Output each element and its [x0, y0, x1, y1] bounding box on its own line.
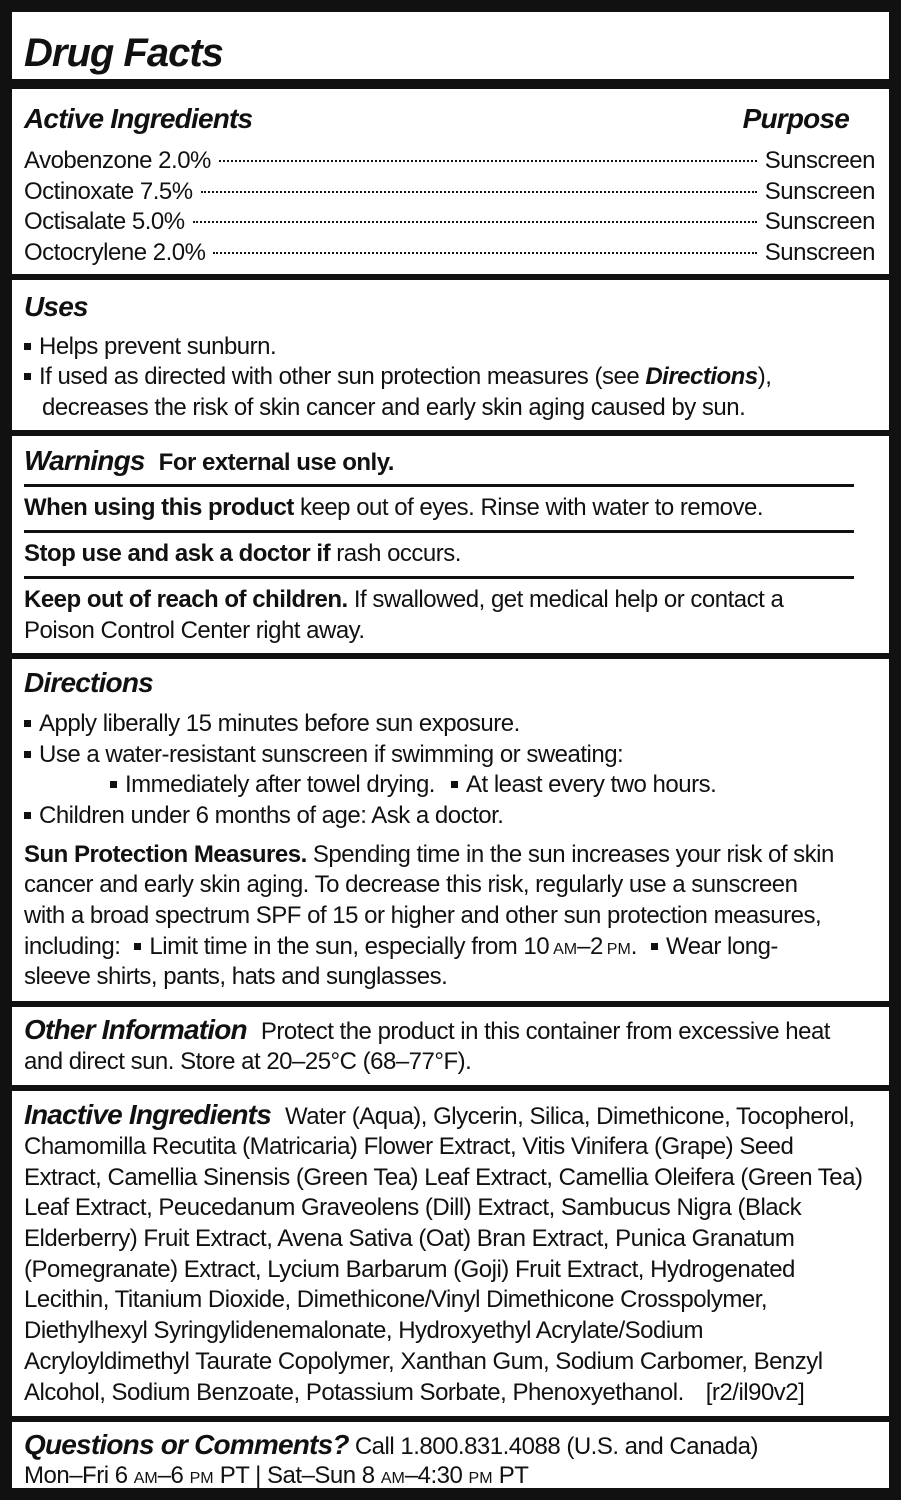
directions-item-text: Apply liberally 15 minutes before sun exposure.	[39, 710, 520, 737]
section-rule	[12, 1001, 889, 1007]
other-info-text: Protect the product in this container from excessive heat	[260, 1018, 830, 1045]
bullet-icon	[24, 751, 31, 758]
active-ingredient-row	[24, 238, 875, 268]
directions-item-text: Children under 6 months of age: Ask a doctor.	[39, 802, 504, 829]
inactive-line: Extract, Camellia Sinensis (Green Tea) Leaf Extract, Camellia Oleifera (Green Tea)	[24, 1164, 863, 1191]
am-label: AM	[133, 1470, 158, 1487]
uses-heading-line	[24, 292, 875, 322]
inactive-line	[24, 1100, 875, 1130]
spm-text: –2	[577, 933, 603, 960]
spm-line: cancer and early skin aging. To decrease this risk, regularly use a sunscreen	[24, 871, 798, 898]
ingredient-purpose: Sunscreen	[764, 147, 875, 174]
section-rule	[12, 1085, 889, 1091]
warnings-heading-line	[24, 446, 875, 476]
directions-subitems	[110, 770, 875, 800]
pm-label: PM	[189, 1470, 214, 1487]
directions-item	[24, 740, 875, 770]
uses-item-continued: decreases the risk of skin cancer and early skin aging caused by sun.	[42, 394, 746, 421]
spm-text: Wear long-	[665, 933, 778, 960]
inactive-text: Alcohol, Sodium Benzoate, Potassium Sorbate, Phenoxyethanol.	[24, 1379, 684, 1406]
uses-item	[24, 362, 875, 392]
active-ingredients-heading: Active Ingredients	[24, 103, 253, 134]
thin-rule	[24, 576, 854, 579]
questions-hours-line	[24, 1461, 875, 1491]
uses-item-text: ),	[757, 363, 772, 390]
spm-line: sleeve shirts, pants, hats and sunglasses.	[24, 963, 448, 990]
bullet-icon	[110, 781, 117, 788]
bullet-icon	[651, 943, 658, 950]
keep-out-line	[24, 585, 875, 615]
purpose-heading: Purpose	[742, 103, 849, 134]
spm-text: Spending time in the sun increases your risk of skin	[306, 841, 834, 868]
spm-line	[24, 840, 875, 870]
section-rule	[12, 274, 889, 280]
bullet-icon	[24, 343, 31, 350]
pm-label: PM	[468, 1470, 493, 1487]
uses-item-text: Helps prevent sunburn.	[39, 333, 277, 360]
ingredient-purpose: Sunscreen	[764, 208, 875, 235]
when-using-text: keep out of eyes. Rinse with water to remove.	[293, 494, 764, 521]
directions-ref: Directions	[645, 363, 758, 390]
directions-heading-line	[24, 668, 875, 698]
other-info-heading: Other Information	[24, 1014, 247, 1045]
other-info-line: and direct sun. Store at 20–25°C (68–77°F).	[24, 1048, 472, 1075]
ingredient-name: Octocrylene 2.0%	[24, 239, 206, 266]
ingredient-purpose: Sunscreen	[764, 239, 875, 266]
active-ingredient-row	[24, 207, 875, 237]
inactive-heading: Inactive Ingredients	[24, 1099, 271, 1130]
leader-dots	[201, 191, 757, 193]
keep-out-continued: Poison Control Center right away.	[24, 617, 365, 644]
pm-label: PM	[606, 941, 631, 958]
title-rule	[12, 79, 889, 89]
keep-out-text: If swallowed, get medical help or contact a	[347, 586, 784, 613]
directions-subitem-text: At least every two hours.	[465, 771, 717, 798]
warnings-heading: Warnings	[24, 445, 145, 476]
section-rule	[12, 1416, 889, 1422]
directions-heading: Directions	[24, 667, 153, 698]
hours-text: –4:30	[404, 1462, 469, 1489]
inactive-line	[24, 1378, 875, 1408]
inactive-text: Water (Aqua), Glycerin, Silica, Dimethicone, Tocopherol,	[284, 1103, 855, 1130]
directions-item	[24, 709, 875, 739]
thin-rule	[24, 484, 854, 487]
section-rule	[12, 653, 889, 659]
keep-out-label: Keep out of reach of children.	[24, 586, 348, 613]
questions-phone-text: Call 1.800.831.4088 (U.S. and Canada)	[348, 1433, 758, 1460]
am-label: AM	[553, 941, 578, 958]
stop-use-text: rash occurs.	[330, 540, 461, 567]
spm-text: Limit time in the sun, especially from 10	[149, 933, 550, 960]
ingredient-purpose: Sunscreen	[764, 178, 875, 205]
thin-rule	[24, 530, 854, 533]
uses-heading: Uses	[24, 291, 88, 322]
questions-line	[24, 1430, 875, 1460]
spm-line: with a broad spectrum SPF of 15 or higher and other sun protection measures,	[24, 902, 822, 929]
label-code: [r2/il90v2]	[705, 1379, 805, 1406]
stop-use-line	[24, 539, 875, 569]
stop-use-label: Stop use and ask a doctor if	[24, 540, 331, 567]
inactive-line: (Pomegranate) Extract, Lycium Barbarum (Goji) Fruit Extract, Hydrogenated	[24, 1256, 795, 1283]
active-header-row	[24, 104, 875, 134]
leader-dots	[219, 160, 757, 162]
leader-dots	[193, 221, 757, 223]
questions-heading: Questions or Comments?	[24, 1429, 349, 1460]
directions-subitem-text: Immediately after towel drying.	[125, 771, 435, 798]
bullet-icon	[24, 720, 31, 727]
hours-text: Mon–Fri 6	[24, 1462, 134, 1489]
bullet-icon	[451, 781, 458, 788]
spm-text: including:	[24, 933, 121, 960]
inactive-line: Acryloyldimethyl Taurate Copolymer, Xanthan Gum, Sodium Carbomer, Benzyl	[24, 1348, 823, 1375]
inactive-line: Leaf Extract, Peucedanum Graveolens (Dill) Extract, Sambucus Nigra (Black	[24, 1194, 802, 1221]
spm-line	[24, 932, 875, 962]
inactive-line: Diethylhexyl Syringylidenemalonate, Hydroxyethyl Acrylate/Sodium	[24, 1317, 703, 1344]
inactive-line: Chamomilla Recutita (Matricaria) Flower Extract, Vitis Vinifera (Grape) Seed	[24, 1133, 794, 1160]
active-ingredient-row	[24, 146, 875, 176]
hours-text: –6	[157, 1462, 190, 1489]
spm-label: Sun Protection Measures.	[24, 841, 307, 868]
spm-text: .	[630, 933, 637, 960]
bullet-icon	[24, 373, 31, 380]
directions-item-text: Use a water-resistant sunscreen if swimming or sweating:	[39, 741, 624, 768]
ingredient-name: Octisalate 5.0%	[24, 208, 185, 235]
bullet-icon	[24, 812, 31, 819]
hours-text: PT	[492, 1462, 529, 1489]
ingredient-name: Octinoxate 7.5%	[24, 178, 193, 205]
external-use-text: For external use only.	[158, 449, 394, 476]
directions-item	[24, 801, 875, 831]
when-using-label: When using this product	[24, 494, 294, 521]
ingredient-name: Avobenzone 2.0%	[24, 147, 211, 174]
inactive-line: Lecithin, Titanium Dioxide, Dimethicone/Vinyl Dimethicone Crosspolymer,	[24, 1286, 768, 1313]
other-info-line	[24, 1015, 875, 1045]
active-ingredient-row	[24, 177, 875, 207]
bullet-icon	[134, 943, 141, 950]
am-label: AM	[380, 1470, 405, 1487]
when-using-line	[24, 493, 875, 523]
section-rule	[12, 430, 889, 436]
uses-item-text: If used as directed with other sun protection measures (see	[39, 363, 646, 390]
inactive-line: Elderberry) Fruit Extract, Avena Sativa (Oat) Bran Extract, Punica Granatum	[24, 1225, 795, 1252]
hours-text: PT | Sat–Sun 8	[213, 1462, 381, 1489]
leader-dots	[213, 252, 756, 254]
uses-item	[24, 332, 875, 362]
drug-facts-title: Drug Facts	[24, 31, 223, 75]
